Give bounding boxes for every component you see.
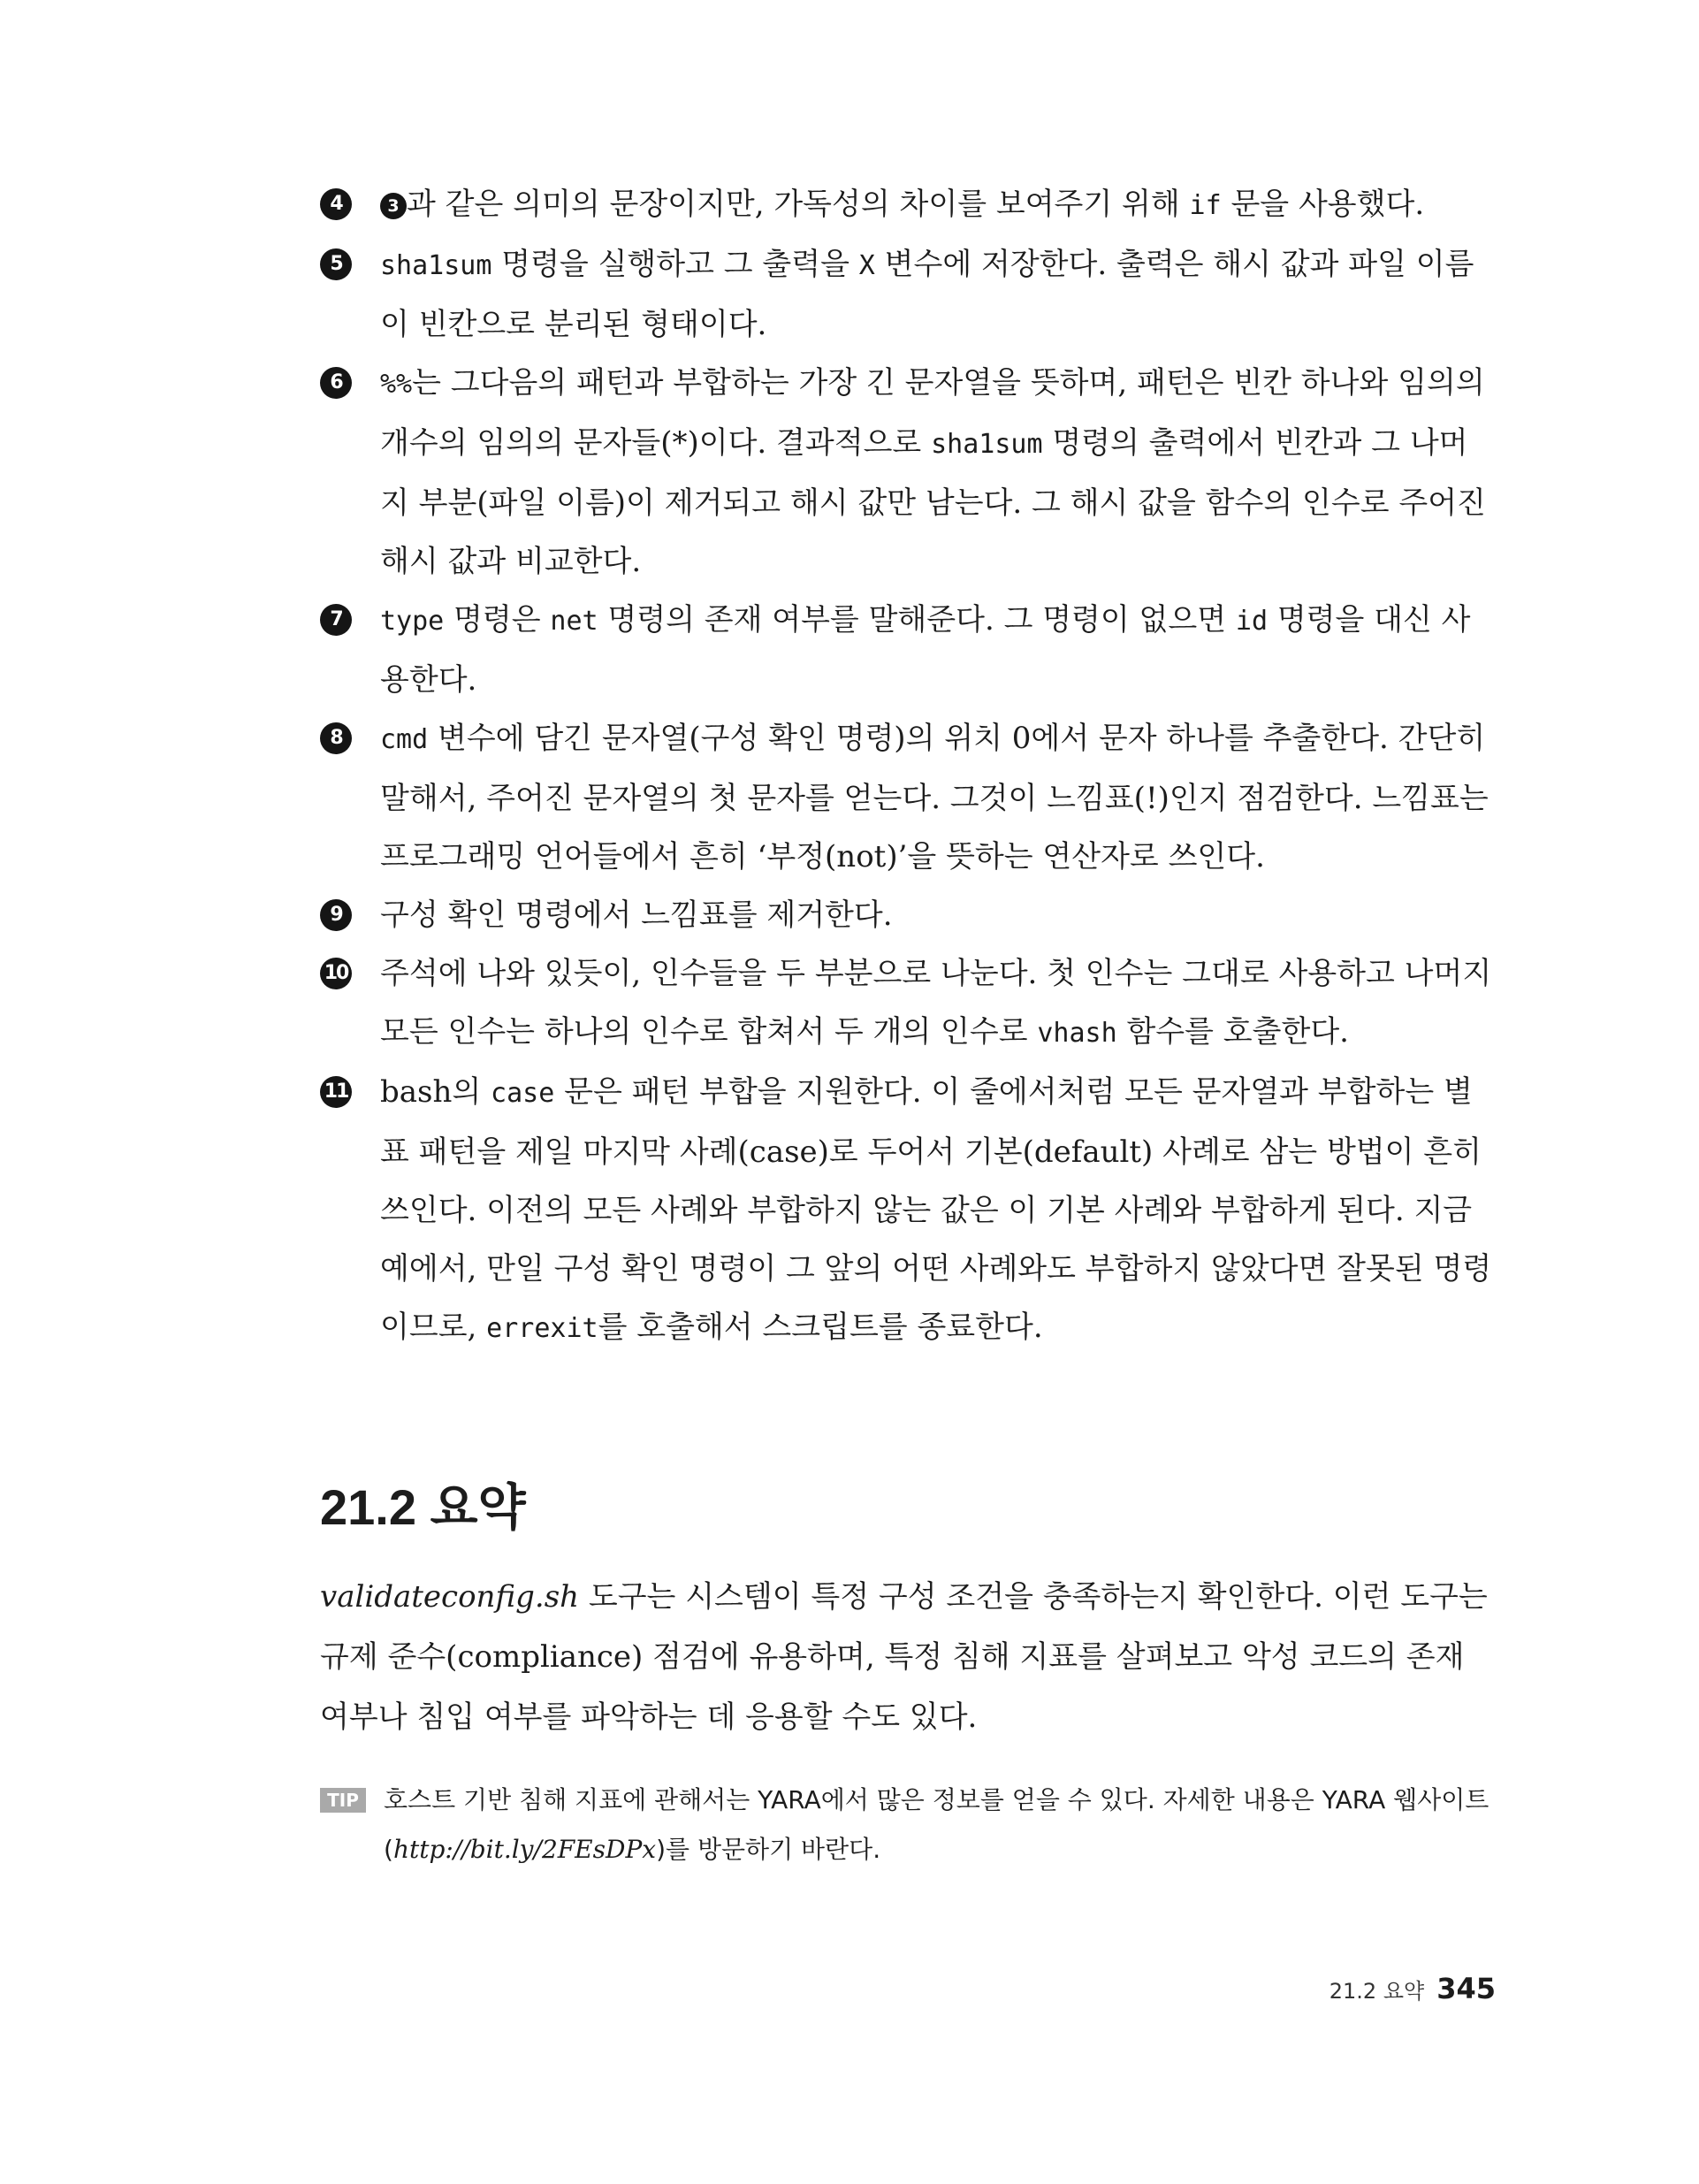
annotation-text: 문은 패턴 부합을 지원한다. 이 줄에서처럼 모든 문자열과 부합하는 별표 패턴을 제일 마지막 사례(case)로 두어서 기본(default) 사례로 삼는 방법이 흔히 쓰인다. 이전의 모든 사례와 부합하지 않는 값은 이 기본 사례와 부합하게 된다. 지금 예에서, 만일 구성 확인 명령이 그 앞의 어떤 사례와도 부합하지 않았다면 잘못된 명령이므로,	[380, 1074, 1492, 1345]
annotation-item	[320, 709, 1496, 886]
annotation-text: 변수에 담긴 문자열(구성 확인 명령)의 위치 0에서 문자 하나를 추출한다. 간단히 말해서, 주어진 문자열의 첫 문자를 얻는다. 그것이 느낌표(!)인지 점검한다. 느낌표는 프로그래밍 언어들에서 흔히 ‘부정(not)’을 뜻하는 연산자로 쓰인다.	[380, 721, 1489, 874]
callout-marker: 10	[320, 958, 352, 989]
annotation-text: 명령은	[444, 602, 551, 638]
callout-marker: 7	[320, 604, 352, 636]
tip-body	[320, 1775, 1496, 1875]
annotation-item	[320, 235, 1496, 354]
annotation-item	[320, 886, 1496, 944]
page-footer	[1321, 1972, 1496, 2005]
code-keyword: %%	[380, 369, 413, 400]
code-keyword: sha1sum	[380, 250, 492, 281]
page-number: 345	[1436, 1972, 1496, 2005]
code-annotation-list	[320, 175, 1496, 1358]
annotation-text: 변수에 저장한다. 출력은 해시 값과 파일 이름이 빈칸으로 분리된 형태이다.	[380, 247, 1474, 342]
annotation-text: bash의	[380, 1074, 491, 1110]
annotation-text: 명령의 출력에서 빈칸과 그 나머지 부분(파일 이름)이 제거되고 해시 값만 남는다. 그 해시 값을 함수의 인수로 주어진 해시 값과 비교한다.	[380, 425, 1486, 579]
tip-link[interactable]: http://bit.ly/2FEsDPx	[392, 1835, 657, 1864]
code-keyword: net	[550, 606, 598, 637]
callout-marker: 5	[320, 248, 352, 280]
annotation-text: 명령의 존재 여부를 말해준다. 그 명령이 없으면	[598, 602, 1236, 638]
annotation-text: 과 같은 의미의 문장이지만, 가독성의 차이를 보여주기 위해	[407, 187, 1190, 222]
code-keyword: if	[1189, 190, 1222, 221]
annotation-text: 문을 사용했다.	[1221, 187, 1425, 222]
callout-marker: 4	[320, 188, 352, 220]
summary-paragraph	[320, 1567, 1496, 1747]
summary-text: 도구는 시스템이 특정 구성 조건을 충족하는지 확인한다. 이런 도구는 규제 준수(compliance) 점검에 유용하며, 특정 침해 지표를 살펴보고 악성 코드의 존재 여부나 침입 여부를 파악하는 데 응용할 수도 있다.	[320, 1579, 1488, 1735]
inline-callout-marker: 3	[380, 193, 407, 219]
annotation-text: 를 호출해서 스크립트를 종료한다.	[598, 1310, 1043, 1345]
callout-marker: 9	[320, 899, 352, 931]
annotation-text: 주석에 나와 있듯이, 인수들을 두 부분으로 나눈다. 첫 인수는 그대로 사용하고 나머지 모든 인수는 하나의 인수로 합쳐서 두 개의 인수로	[380, 956, 1492, 1050]
code-keyword: cmd	[380, 724, 429, 755]
annotation-item	[320, 1063, 1496, 1358]
annotation-item	[320, 591, 1496, 709]
code-keyword: case	[491, 1078, 555, 1109]
annotation-text: 는 그다음의 패턴과 부합하는 가장 긴 문자열을 뜻하며, 패턴은 빈칸 하나와 임의의 개수의 임의의 문자들(*)이다. 결과적으로	[380, 365, 1485, 461]
code-keyword: X	[858, 250, 875, 281]
callout-marker: 11	[320, 1076, 352, 1108]
callout-marker: 6	[320, 367, 352, 399]
footer-section-label: 21.2 요약	[1329, 1979, 1425, 2004]
annotation-text: 명령을 실행하고 그 출력을	[491, 247, 859, 282]
tool-name: validateconfig.sh	[320, 1579, 580, 1615]
annotation-text: 구성 확인 명령에서 느낌표를 제거한다.	[380, 897, 893, 933]
code-keyword: id	[1235, 606, 1269, 637]
tip-text: 호스트 기반 침해 지표에 관해서는 YARA에서 많은 정보를 얻을 수 있다. 자세한 내용은 YARA 웹사이트(	[384, 1785, 1489, 1864]
tip-text: )를 방문하기 바란다.	[656, 1835, 881, 1864]
code-keyword: errexit	[486, 1313, 598, 1344]
code-keyword: sha1sum	[931, 429, 1043, 460]
annotation-text: 명령을 대신 사용한다.	[380, 602, 1471, 698]
tip-box	[320, 1775, 1496, 1875]
annotation-text: 함수를 호출한다.	[1116, 1014, 1349, 1050]
annotation-item	[320, 944, 1496, 1063]
code-keyword: vhash	[1037, 1018, 1117, 1049]
tip-badge: TIP	[320, 1788, 366, 1813]
section-heading: 21.2 요약	[320, 1479, 526, 1535]
annotation-item	[320, 175, 1496, 235]
code-keyword: type	[380, 606, 445, 637]
annotation-item	[320, 354, 1496, 591]
callout-marker: 8	[320, 722, 352, 754]
